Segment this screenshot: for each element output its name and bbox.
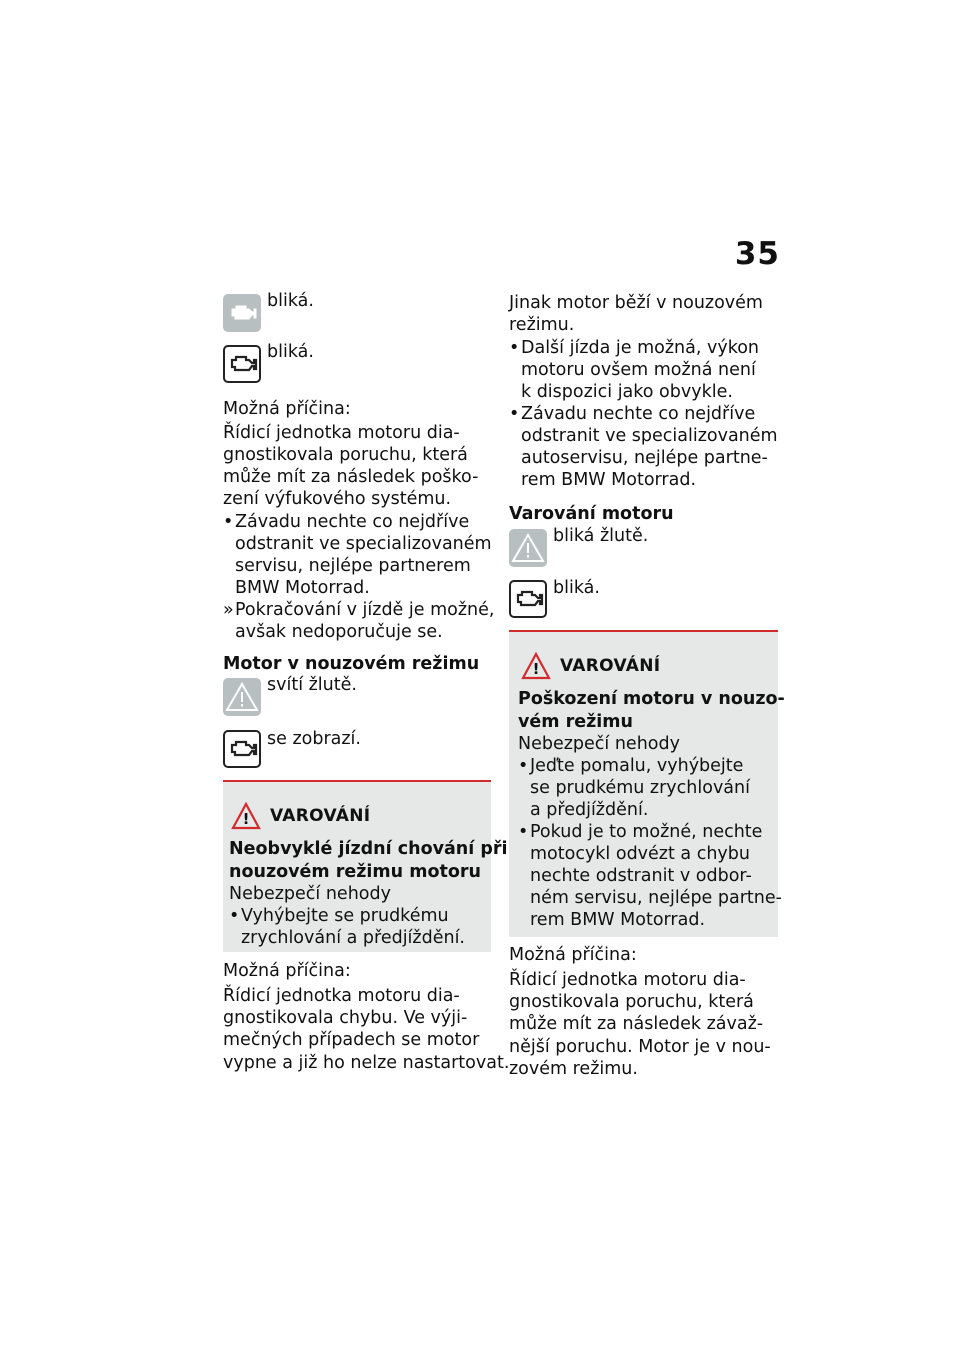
cause-line: vypne a již ho nelze nastartovat. [223,1053,510,1073]
warning-bullet: Pokud je to možné, nechte [530,822,763,842]
warning-bullet: zrychlování a předjíždění. [241,928,465,948]
cause-label: Možná příčina: [223,399,351,419]
warn-mark: ! [532,660,540,678]
general-warning-triangle-icon [509,529,547,567]
warning-heading: VAROVÁNÍ [560,656,661,676]
result-text: avšak nedoporučuje se. [235,622,443,642]
bullet-text: BMW Motorrad. [235,578,370,598]
result-mark: » [223,600,234,620]
bullet-text: motoru ovšem možná není [521,360,756,380]
warning-hazard: Nebezpečí nehody [229,884,391,904]
cause-line: Řídicí jednotka motoru dia- [223,423,460,443]
page-number: 35 [734,236,780,272]
cause-line: gnostikovala chybu. Ve výji- [223,1008,468,1028]
cause-line: může mít za následek závaž- [509,1014,764,1034]
bullet-text: rem BMW Motorrad. [521,470,697,490]
cause-line: zovém režimu. [509,1059,638,1079]
warning-heading: VAROVÁNÍ [270,806,371,826]
cause-label: Možná příčina: [509,945,637,965]
caution-triangle-icon [521,652,551,680]
bullet-mark: • [509,338,520,358]
warning-title: Neobvyklé jízdní chování při [229,839,508,859]
row2-text: bliká. [267,342,314,362]
warning-title: vém režimu [518,712,633,732]
engine-warning-icon [223,345,261,383]
engine-warning-icon [223,294,261,332]
cause-line: Řídicí jednotka motoru dia- [223,986,460,1006]
result-text: Pokračování v jízdě je možné, [235,600,495,620]
warning-bullet: rem BMW Motorrad. [530,910,706,930]
warning-bullet: se prudkému zrychlování [530,778,750,798]
engine-warning-icon [223,730,261,768]
section-title: Motor v nouzovém režimu [223,654,480,674]
bullet-mark: • [518,822,529,842]
cause-line: zení výfukového systému. [223,489,452,509]
bullet-text: odstranit ve specializovaném [235,534,492,554]
row1-text: bliká. [267,291,314,311]
warning-box [509,630,785,937]
warning-title: nouzovém režimu motoru [229,862,481,882]
cause-line: může mít za následek poško- [223,467,479,487]
cause-line: nější poruchu. Motor je v nou- [509,1037,771,1057]
row3-text: svítí žlutě. [267,675,357,695]
warning-title: Poškození motoru v nouzo- [518,689,785,709]
cause-line: Řídicí jednotka motoru dia- [509,970,746,990]
bullet-text: Závadu nechte co nejdříve [235,512,470,532]
row4-text: se zobrazí. [267,729,361,749]
general-warning-triangle-icon [223,678,261,716]
bullet-text: autoservisu, nejlépe partne- [521,448,768,468]
bullet-mark: • [229,906,240,926]
bullet-mark: • [518,756,529,776]
bullet-text: Další jízda je možná, výkon [521,338,760,358]
warning-bullet: Vyhýbejte se prudkému [241,906,449,926]
intro-line: režimu. [509,315,575,335]
warn-mark: ! [242,810,250,828]
cause-line: gnostikovala poruchu, která [223,445,468,465]
bullet-text: k dispozici jako obvykle. [521,382,733,402]
cause-line: mečných případech se motor [223,1030,480,1050]
bullet-text: Závadu nechte co nejdříve [521,404,756,424]
bullet-text: servisu, nejlépe partnerem [235,556,471,576]
warning-bullet: nechte odstranit v odbor- [530,866,752,886]
warning-bullet: motocykl odvézt a chybu [530,844,750,864]
intro-line: Jinak motor běží v nouzovém [509,293,763,313]
warning-box [223,780,508,952]
section-title: Varování motoru [509,504,674,524]
bullet-text: odstranit ve specializovaném [521,426,778,446]
warning-bullet: Jeďte pomalu, vyhýbejte [530,756,744,776]
cause-line: gnostikovala poruchu, která [509,992,754,1012]
caution-triangle-icon [231,802,261,830]
bullet-mark: • [509,404,520,424]
warning-bullet: a předjíždění. [530,800,649,820]
engine-warning-icon [509,580,547,618]
bullet-mark: • [223,512,234,532]
row1-text: bliká žlutě. [553,526,649,546]
cause-label: Možná příčina: [223,961,351,981]
row2-text: bliká. [553,578,600,598]
warning-hazard: Nebezpečí nehody [518,734,680,754]
warning-bullet: ném servisu, nejlépe partne- [530,888,782,908]
